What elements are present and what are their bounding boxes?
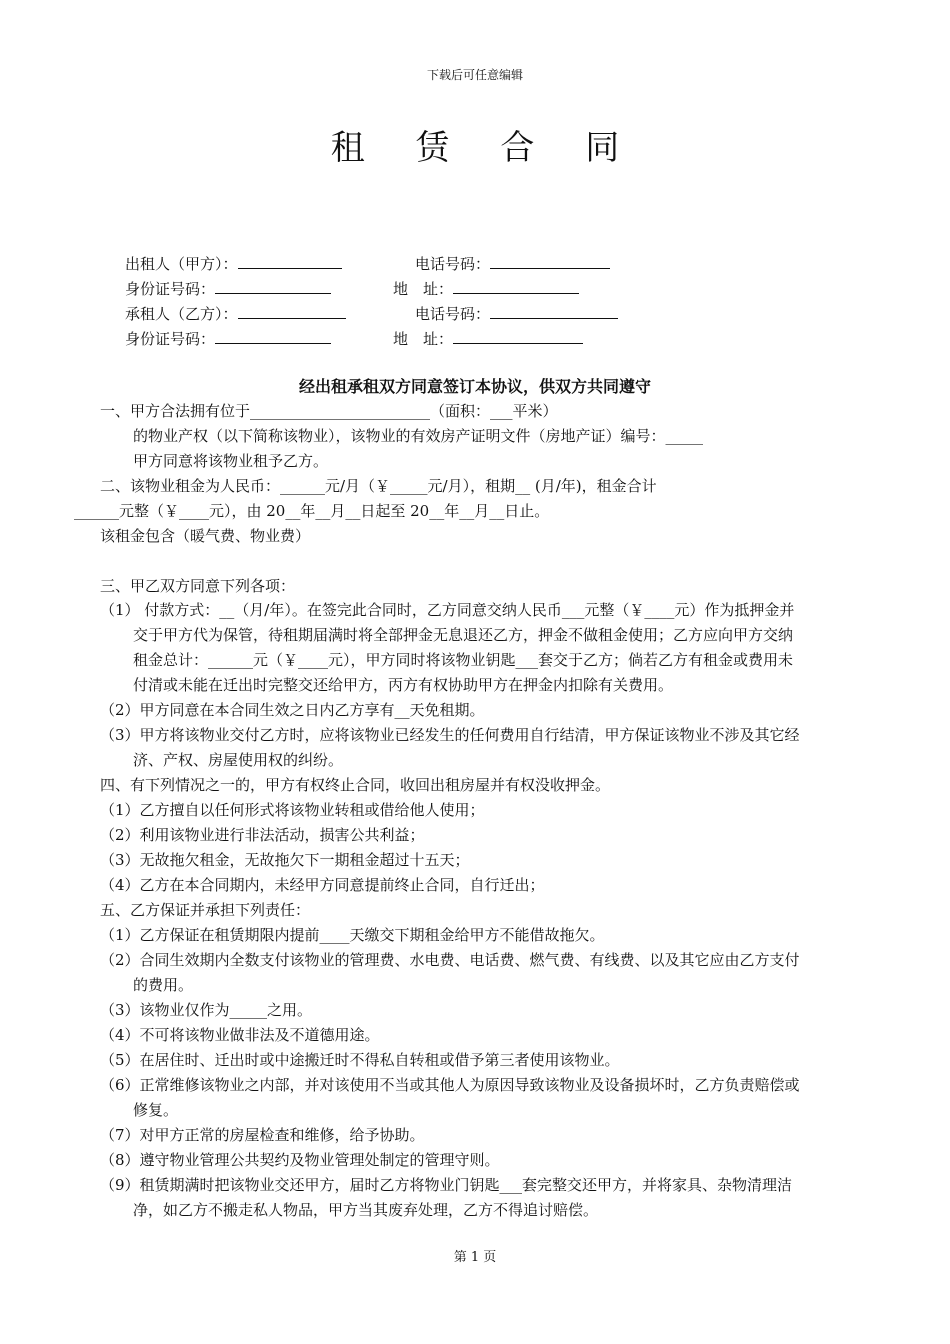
clause-line: （5）在居住时、迁出时或中途搬迁时不得私自转租或借予第三者使用该物业。 [100,1051,620,1069]
clause-line: （6）正常维修该物业之内部，并对该使用不当或其他人为原因导致该物业及设备损坏时，乙方负责赔偿或 [100,1076,800,1094]
lessor-id-field [125,278,331,299]
lessee-id-blank [215,328,331,344]
lessor-field [125,253,342,274]
lessee-id-field [125,328,331,349]
lessee-phone-field [415,303,618,324]
lessee-blank [238,303,346,319]
clause-line: 一、甲方合法拥有位于________________________（面积：___平米） [100,402,558,420]
clause-line: （2）甲方同意在本合同生效之日内乙方享有__天免租期。 [100,701,485,719]
clause-line: 五、乙方保证并承担下列责任： [100,901,311,919]
lessor-id-blank [215,278,331,294]
lessee-label: 承租人（乙方）： [125,305,238,323]
clause-line: （1）乙方保证在租赁期限内提前____天缴交下期租金给甲方不能借故拖欠。 [100,926,605,944]
clause-line: （3）该物业仅作为_____之用。 [100,1001,313,1019]
lessor-address-label: 地 址： [393,280,454,298]
clause-line: （9）租赁期满时把该物业交还甲方，届时乙方将物业门钥匙___套完整交还甲方，并将家具、杂物清理洁 [100,1176,793,1194]
lessor-address-field [393,278,579,299]
lessor-address-blank [453,278,579,294]
lessee-phone-label: 电话号码： [415,305,491,323]
clause-line: （3）甲方将该物业交付乙方时，应将该物业已经发生的任何费用自行结清，甲方保证该物业不涉及其它经 [100,726,800,744]
lessee-field [125,303,346,324]
clause-line: 济、产权、房屋使用权的纠纷。 [133,751,344,769]
document-title: 租 赁 合 同 [330,128,640,168]
lessor-phone-blank [490,253,610,269]
lessee-phone-blank [490,303,618,319]
clause-line: （7）对甲方正常的房屋检查和维修，给予协助。 [100,1126,425,1144]
clause-line: （4）不可将该物业做非法及不道德用途。 [100,1026,380,1044]
clause-line: （2）利用该物业进行非法活动，损害公共利益； [100,826,425,844]
clause-line: （3）无故拖欠租金，无故拖欠下一期租金超过十五天； [100,851,470,869]
lessee-address-label: 地 址： [393,330,454,348]
lessor-phone-label: 电话号码： [415,255,491,273]
lessor-blank [238,253,342,269]
clause-line: 的费用。 [133,976,194,994]
clause-line: ______元整（￥____元），由 20__年__月__日起至 20__年__月__日止。 [74,502,550,520]
lessor-phone-field [415,253,610,274]
lessor-label: 出租人（甲方）： [125,255,238,273]
clause-line: 甲方同意将该物业租予乙方。 [133,452,329,470]
clause-line: （1）乙方擅自以任何形式将该物业转租或借给他人使用； [100,801,485,819]
clause-line: （1） 付款方式：__（月/年）。在签完此合同时，乙方同意交纳人民币___元整（￥____元）作为抵押金并 [100,601,795,619]
clause-line: （8）遵守物业管理公共契约及物业管理处制定的管理守则。 [100,1151,500,1169]
clause-line: 修复。 [133,1101,179,1119]
page-number: 第 1 页 [453,1250,497,1265]
clause-line: （4）乙方在本合同期内，未经甲方同意提前终止合同，自行迁出； [100,876,545,894]
clause-line: 租金总计：______元（￥____元），甲方同时将该物业钥匙___套交于乙方；倘若乙方有租金或费用未 [133,651,794,669]
lessee-address-field [393,328,583,349]
agreement-subtitle: 经出租承租双方同意签订本协议，供双方共同遵守 [298,377,651,396]
clause-line: 四、有下列情况之一的，甲方有权终止合同，收回出租房屋并有权没收押金。 [100,776,611,794]
clause-line: 三、甲乙双方同意下列各项： [100,577,296,595]
lessor-id-label: 身份证号码： [125,280,216,298]
lessee-address-blank [453,328,583,344]
clause-line: 付清或未能在迁出时完整交还给甲方，丙方有权协助甲方在押金内扣除有关费用。 [133,676,674,694]
clause-line: （2）合同生效期内全数支付该物业的管理费、水电费、电话费、燃气费、有线费、以及其它应由乙方支付 [100,951,800,969]
clause-line: 该租金包含（暖气费、物业费） [100,527,311,545]
clause-line: 的物业产权（以下简称该物业），该物业的有效房产证明文件（房地产证）编号：_____ [133,427,704,445]
clause-line: 净，如乙方不搬走私人物品，甲方当其废弃处理，乙方不得追讨赔偿。 [133,1201,599,1219]
clause-line: 二、该物业租金为人民币：______元/月（￥_____元/月），租期__ (月/年)，租金合计 [100,477,657,495]
header-note: 下载后可任意编辑 [426,68,523,82]
clause-line: 交于甲方代为保管，待租期届满时将全部押金无息退还乙方，押金不做租金使用；乙方应向甲方交纳 [133,626,794,644]
lessee-id-label: 身份证号码： [125,330,216,348]
